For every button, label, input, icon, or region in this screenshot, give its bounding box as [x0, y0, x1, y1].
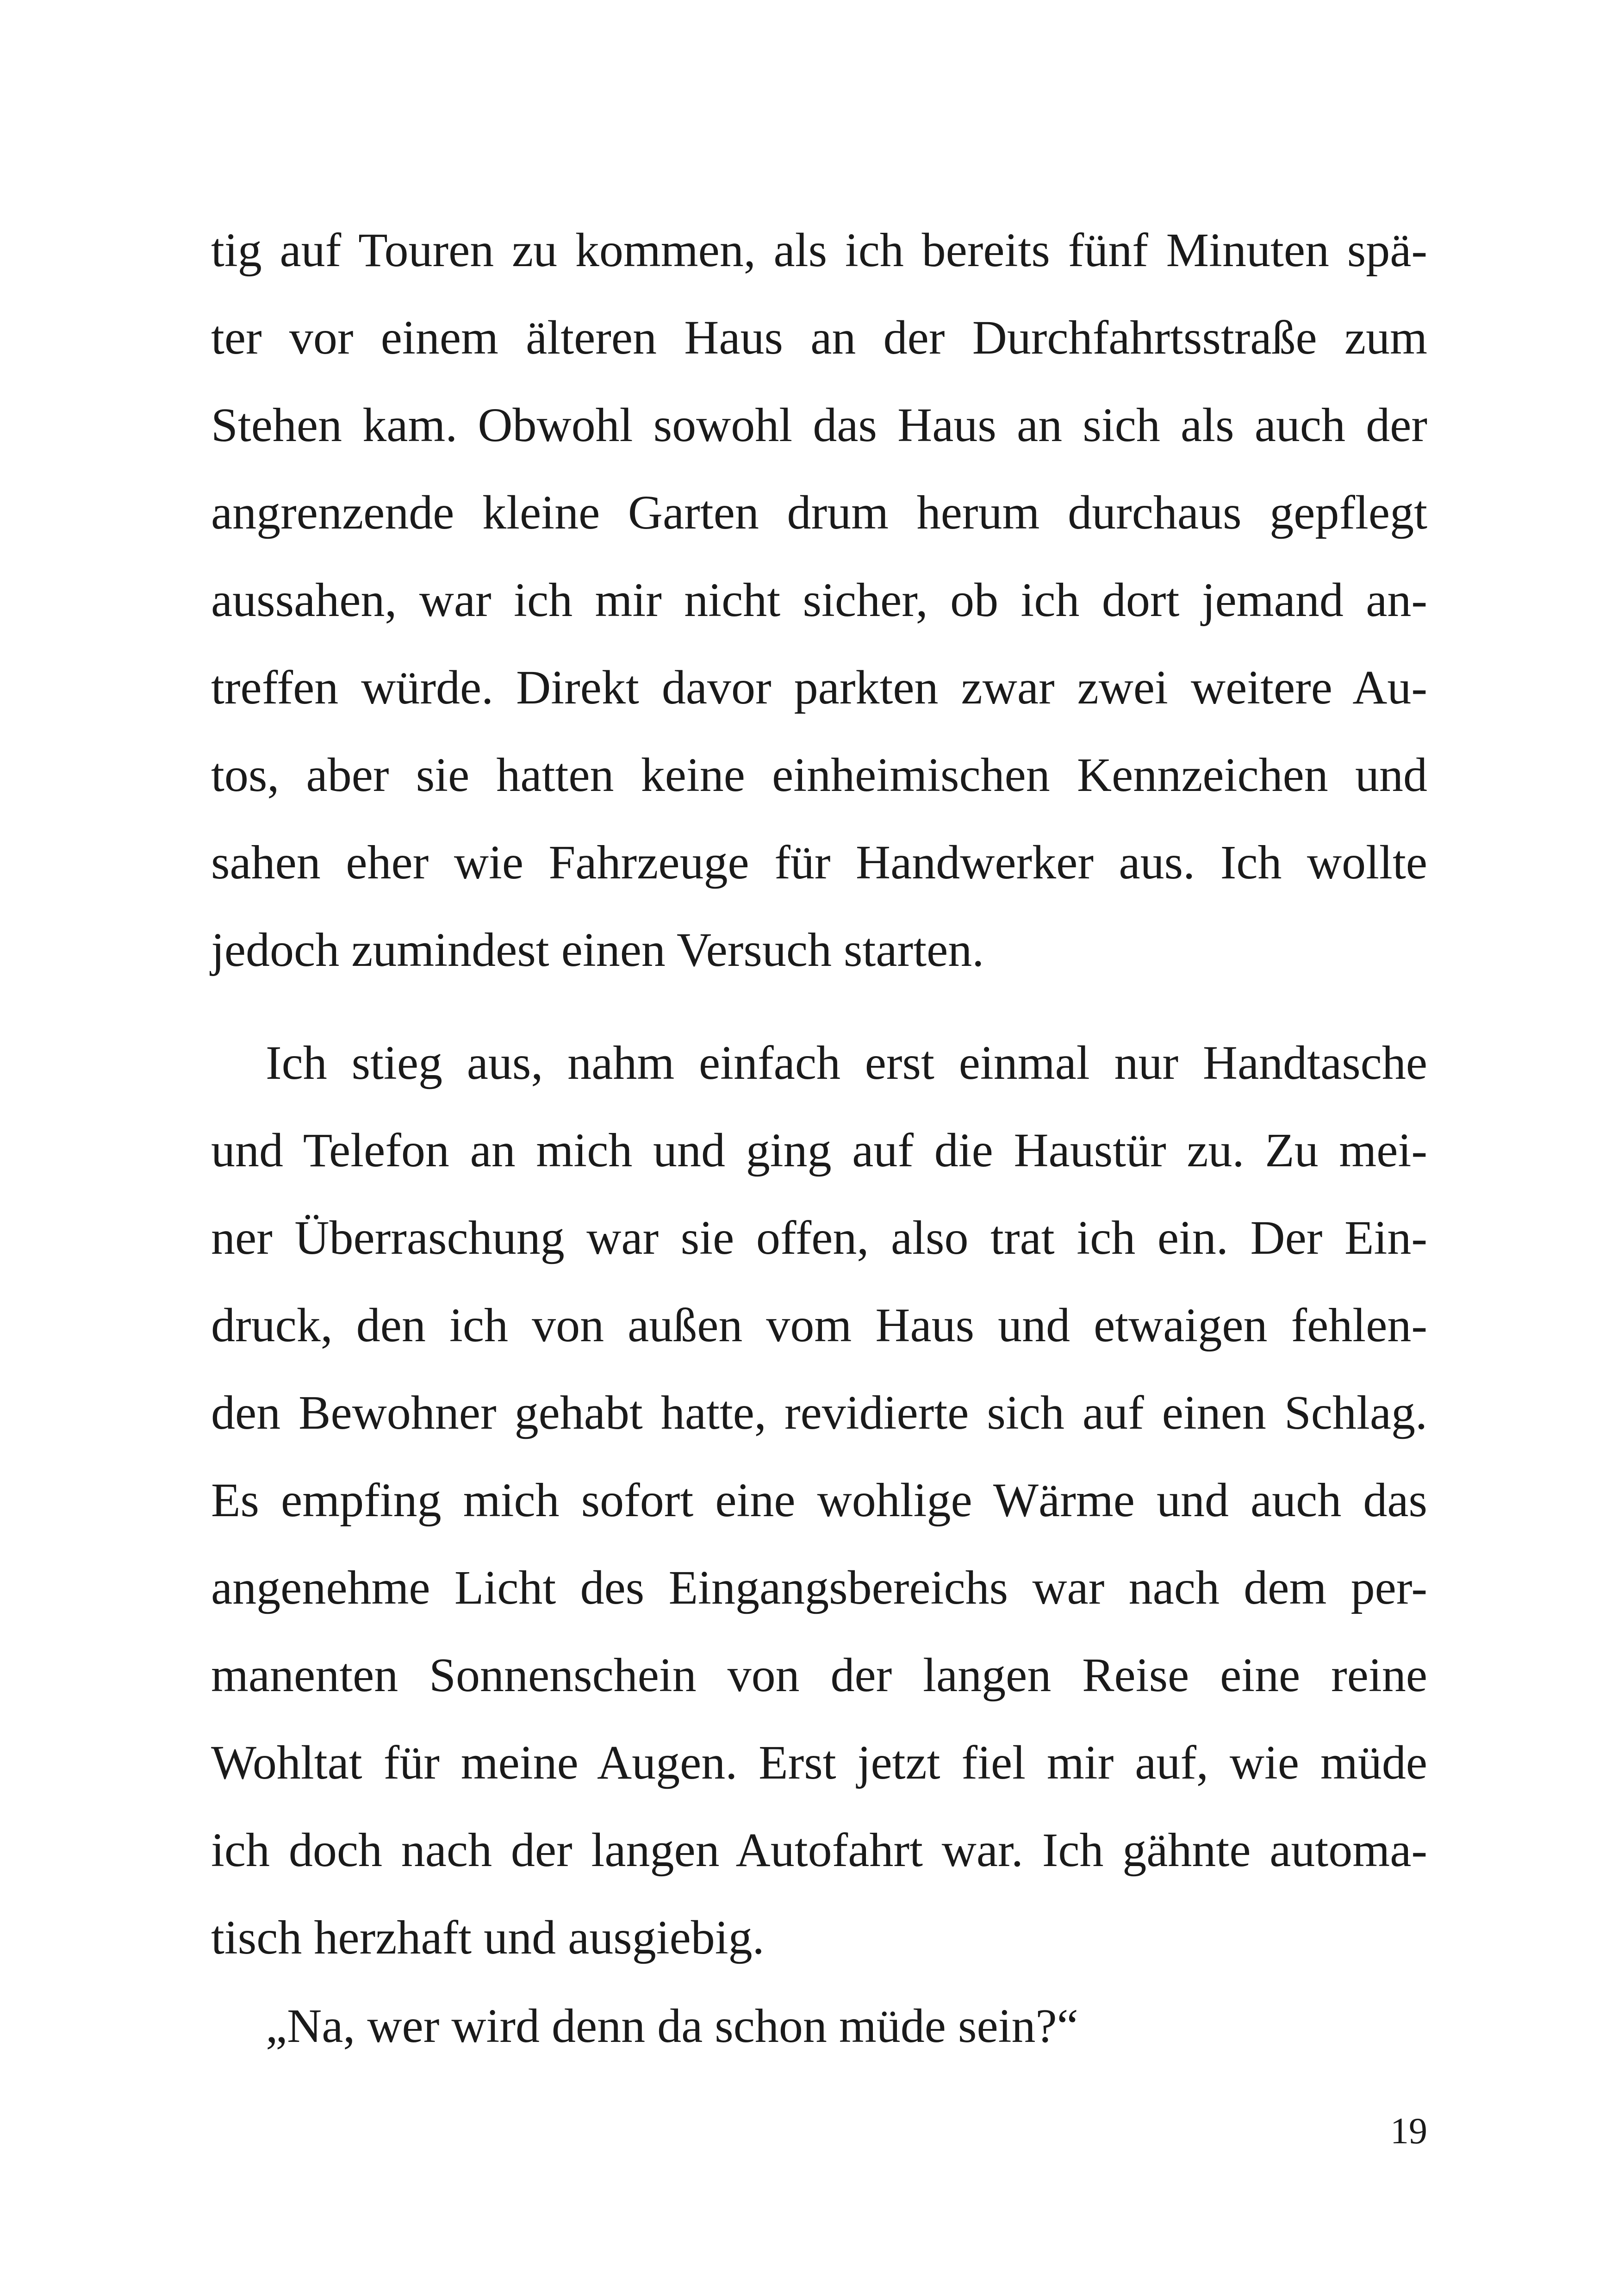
text-line: „Na, wer wird denn da schon müde sein?“ [266, 1999, 1078, 2053]
text-line: tisch herzhaft und ausgiebig. [211, 1911, 765, 1964]
paragraph-1 [211, 206, 1427, 994]
text-line: aussahen, war ich mir nicht sicher, ob ich dort jemand an- [211, 573, 1427, 627]
text-line: ner Überraschung war sie offen, also trat ich ein. Der Ein- [211, 1211, 1427, 1264]
text-line: ich doch nach der langen Autofahrt war. Ich gähnte automa- [211, 1823, 1427, 1877]
text-line: angrenzende kleine Garten drum herum durchaus gepflegt [211, 486, 1427, 539]
text-line: tig auf Touren zu kommen, als ich bereits fünf Minuten spä- [211, 224, 1427, 277]
text-line: druck, den ich von außen vom Haus und etwaigen fehlen- [211, 1299, 1427, 1352]
text-line: Es empfing mich sofort eine wohlige Wärme und auch das [211, 1474, 1427, 1527]
body-text [211, 206, 1427, 2070]
paragraph-2 [211, 1019, 1427, 1981]
text-line: Wohltat für meine Augen. Erst jetzt fiel mir auf, wie müde [211, 1736, 1427, 1789]
text-line: angenehme Licht des Eingangsbereichs war nach dem per- [211, 1561, 1427, 1614]
text-line: ter vor einem älteren Haus an der Durchfahrtsstraße zum [211, 311, 1427, 364]
text-line: Ich stieg aus, nahm einfach erst einmal nur Handtasche [266, 1036, 1427, 1089]
text-line: treffen würde. Direkt davor parkten zwar zwei weitere Au- [211, 661, 1427, 714]
text-line: jedoch zumindest einen Versuch starten. [211, 923, 984, 977]
text-line: tos, aber sie hatten keine einheimischen Kennzeichen und [211, 748, 1427, 802]
page-number: 19 [1390, 2111, 1427, 2152]
text-line: sahen eher wie Fahrzeuge für Handwerker aus. Ich wollte [211, 836, 1427, 889]
text-line: und Telefon an mich und ging auf die Haustür zu. Zu mei- [211, 1124, 1427, 1177]
text-line: Stehen kam. Obwohl sowohl das Haus an sich als auch der [211, 398, 1427, 452]
paragraph-3-dialogue [211, 1982, 1427, 2070]
text-line: manenten Sonnenschein von der langen Reise eine reine [211, 1649, 1427, 1702]
text-line: den Bewohner gehabt hatte, revidierte sich auf einen Schlag. [211, 1386, 1427, 1439]
